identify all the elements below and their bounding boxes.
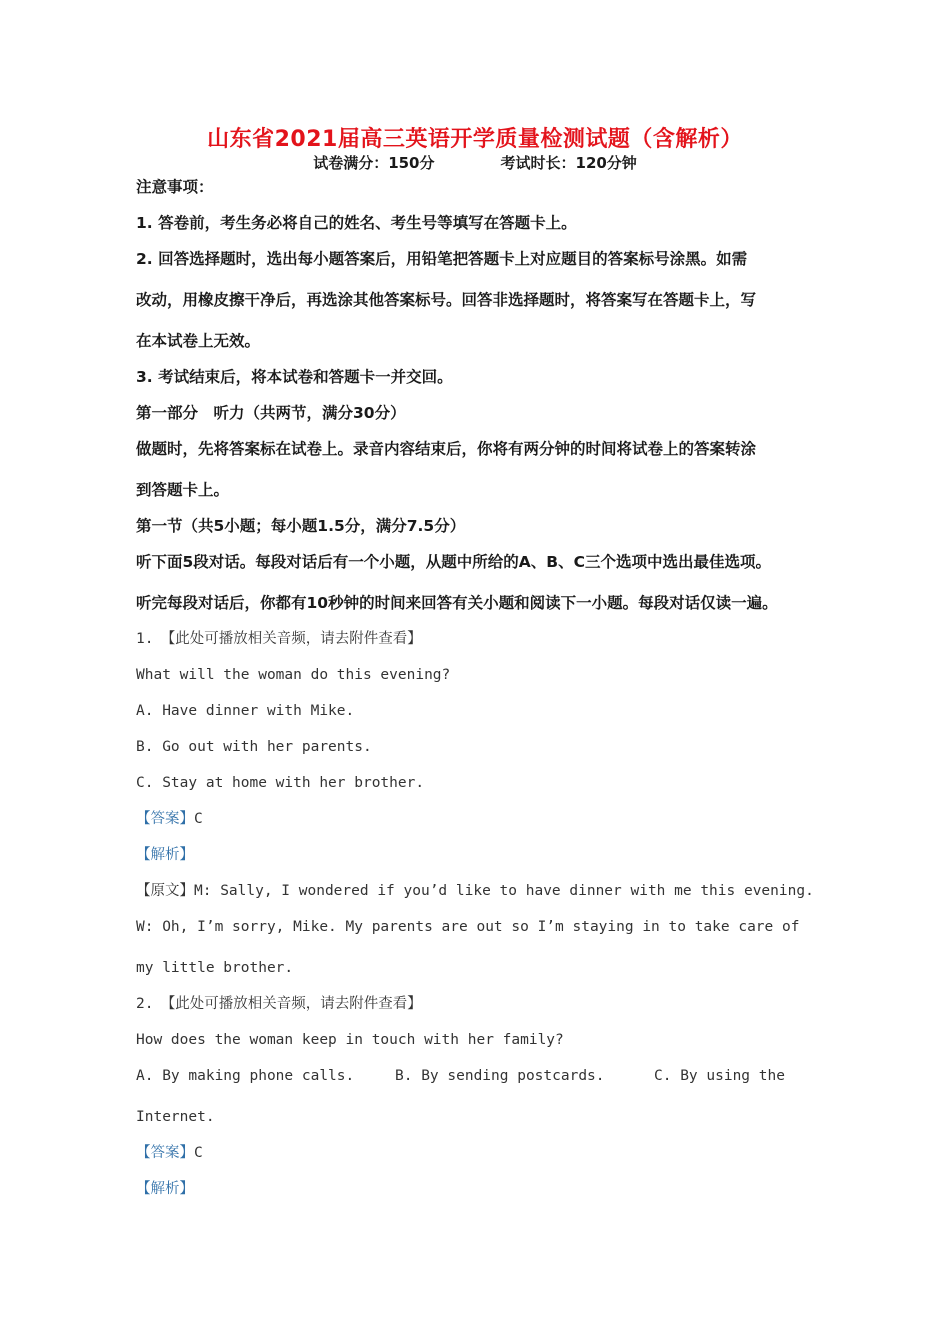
q1-option-b: B. Go out with her parents. [136,739,372,755]
q1-original-line-3: my little brother. [136,960,294,976]
exam-duration: 考试时长：120分钟 [500,154,637,172]
original-tag: 【原文】 [136,883,194,899]
q2-option-c: C. By using the [654,1068,785,1084]
part1-instruction-line-2: 到答题卡上。 [136,481,230,499]
q1-question: What will the woman do this evening? [136,667,451,683]
q1-option-a: A. Have dinner with Mike. [136,703,355,719]
notice-item-2-line-3: 在本试卷上无效。 [136,332,261,350]
part1-instruction-line-1: 做题时，先将答案标在试卷上。录音内容结束后，你将有两分钟的时间将试卷上的答案转涂 [136,440,757,458]
part1-heading: 第一部分 听力（共两节，满分30分） [136,404,406,422]
notice-item-2-line-2: 改动，用橡皮擦干净后，再选涂其他答案标号。回答非选择题时，将答案写在答题卡上，写 [136,291,757,309]
exam-meta [0,152,950,173]
total-score: 试卷满分：150分 [313,154,435,172]
section1-instruction-line-1: 听下面5段对话。每段对话后有一个小题，从题中所给的A、B、C三个选项中选出最佳选项。 [136,553,771,571]
q2-analysis-tag: 【解析】 [136,1181,194,1197]
q1-original-line-2: W: Oh, I’m sorry, Mike. My parents are out so I’m staying in to take care of [136,919,800,935]
q1-analysis-tag: 【解析】 [136,847,194,863]
section1-heading: 第一节（共5小题；每小题1.5分，满分7.5分） [136,517,466,535]
document-title: 山东省2021届高三英语开学质量检测试题（含解析） [207,127,743,152]
q2-option-c-continued: Internet. [136,1109,215,1125]
q1-original-line-1 [136,881,814,901]
q1-answer [136,809,203,829]
q2-question: How does the woman keep in touch with her family? [136,1032,564,1048]
q2-option-a: A. By making phone calls. [136,1068,355,1084]
section1-instruction-line-2: 听完每段对话后，你都有10秒钟的时间来回答有关小题和阅读下一小题。每段对话仅读一遍。 [136,594,778,612]
answer-value: C [194,811,203,827]
q2-option-b: B. By sending postcards. [395,1068,605,1084]
original-text: M: Sally, I wondered if you’d like to have dinner with me this evening. [194,883,814,899]
notice-heading: 注意事项： [136,178,214,196]
answer-value: C [194,1145,203,1161]
q2-answer [136,1143,203,1163]
notice-item-3: 3. 考试结束后，将本试卷和答题卡一并交回。 [136,368,453,386]
q1-audio-label: 1. 【此处可播放相关音频，请去附件查看】 [136,631,422,647]
notice-item-1: 1. 答卷前，考生务必将自己的姓名、考生号等填写在答题卡上。 [136,214,577,232]
q1-option-c: C. Stay at home with her brother. [136,775,425,791]
answer-tag: 【答案】 [136,1145,194,1161]
q2-options-row [136,1066,785,1086]
answer-tag: 【答案】 [136,811,194,827]
notice-item-2-line-1: 2. 回答选择题时，选出每小题答案后，用铅笔把答题卡上对应题目的答案标号涂黑。如需 [136,250,748,268]
q2-audio-label: 2. 【此处可播放相关音频，请去附件查看】 [136,996,422,1012]
